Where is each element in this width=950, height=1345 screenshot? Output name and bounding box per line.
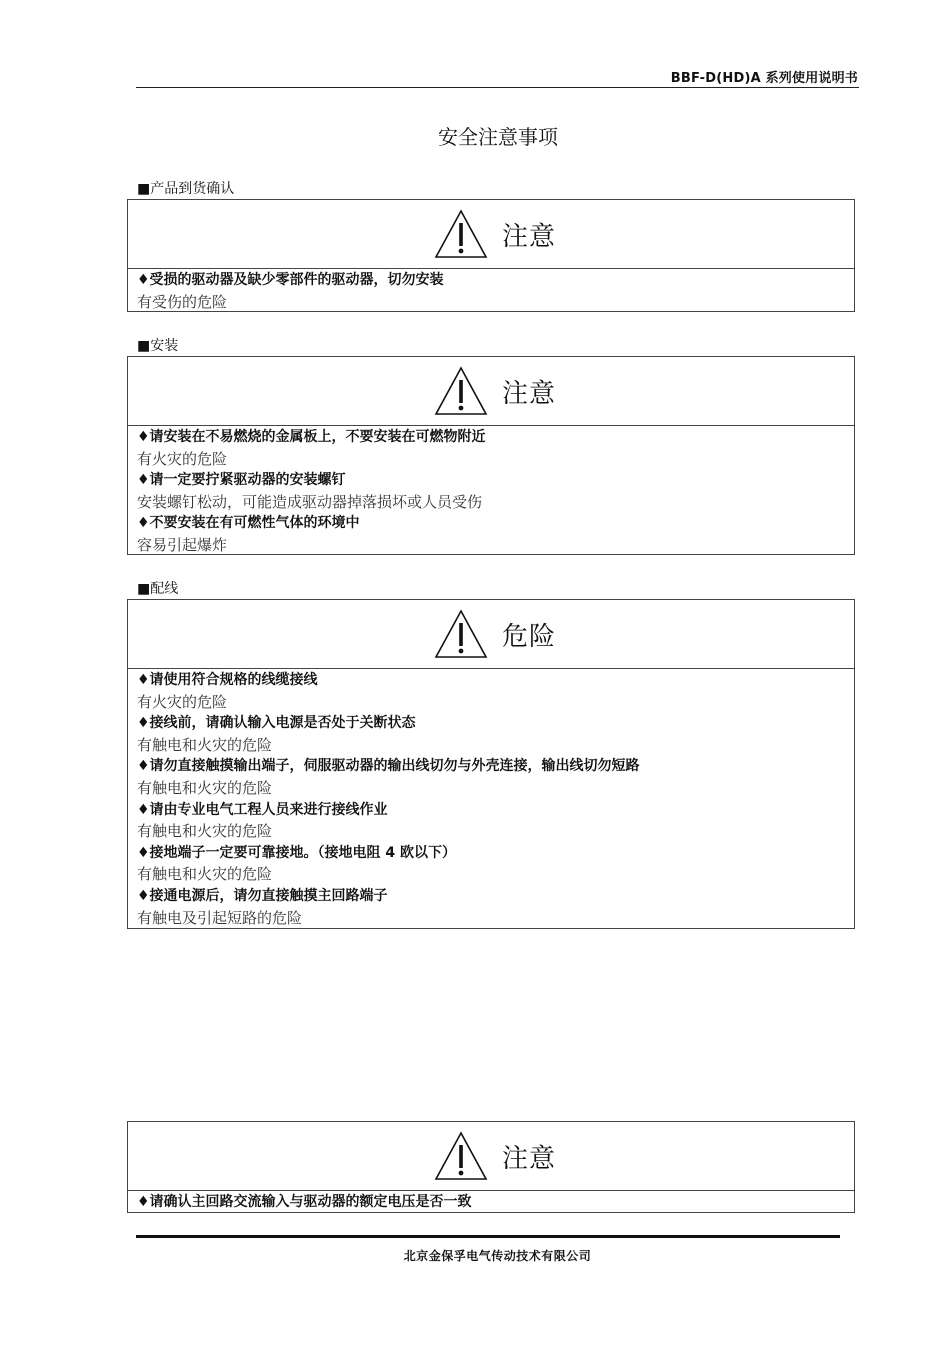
danger-box-body [128, 669, 854, 931]
caution-item-desc: 有受伤的危险 [137, 292, 228, 311]
danger-item-desc: 有触电和火灾的危险 [137, 822, 273, 841]
danger-item-title: ♦请由专业电气工程人员来进行接线作业 [137, 801, 388, 818]
danger-item-desc: 有触电和火灾的危险 [137, 735, 273, 754]
danger-box-header [128, 600, 854, 669]
caution-item-title: ♦请安装在不易燃烧的金属板上，不要安装在可燃物附近 [137, 429, 486, 445]
caution-level-label: 注意 [501, 1143, 556, 1174]
caution-box-arrival [127, 199, 855, 312]
danger-item-desc: 有火灾的危险 [137, 692, 228, 711]
caution-box-header [128, 357, 854, 426]
caution-item-title: ♦不要安装在有可燃性气体的环境中 [137, 515, 360, 532]
warning-triangle-icon [434, 609, 488, 659]
danger-item-title: ♦接地端子一定要可靠接地。（接地电阻 4 欧以下） [137, 844, 457, 861]
caution-box-body [128, 269, 854, 315]
caution-box-voltage [127, 1121, 855, 1213]
caution-box-header [128, 1122, 854, 1191]
danger-item-desc: 有触电及引起短路的危险 [137, 908, 303, 927]
danger-level-label: 危险 [501, 621, 556, 652]
footer-divider [136, 1235, 840, 1238]
warning-triangle-icon [434, 1131, 488, 1181]
caution-level-label: 注意 [501, 378, 556, 409]
caution-item-desc: 安装螺钉松动，可能造成驱动器掉落损坏或人员受伤 [137, 492, 483, 511]
document-header: BBF-D(HD)A 系列使用说明书 [670, 71, 858, 86]
section-label-arrival: ■产品到货确认 [137, 181, 235, 197]
company-footer: 北京金保孚电气传动技术有限公司 [403, 1249, 592, 1263]
caution-item-desc: 有火灾的危险 [137, 449, 228, 468]
caution-level-label: 注意 [501, 221, 556, 252]
danger-item-title: ♦请勿直接触摸输出端子，伺服驱动器的输出线切勿与外壳连接，输出线切勿短路 [137, 758, 640, 775]
section-label-wiring: ■配线 [137, 581, 179, 597]
warning-triangle-icon [434, 209, 488, 259]
caution-item-desc: 容易引起爆炸 [137, 535, 228, 554]
caution-box-installation [127, 356, 855, 555]
danger-item-desc: 有触电和火灾的危险 [137, 778, 273, 797]
page-title: 安全注意事项 [438, 125, 558, 149]
caution-box-body [128, 426, 854, 559]
danger-item-title: ♦接通电源后，请勿直接触摸主回路端子 [137, 887, 388, 904]
danger-box-wiring [127, 599, 855, 929]
caution-item-title: ♦请确认主回路交流输入与驱动器的额定电压是否一致 [137, 1194, 472, 1210]
danger-item-title: ♦接线前，请确认输入电源是否处于关断状态 [137, 715, 416, 732]
caution-item-title: ♦受损的驱动器及缺少零部件的驱动器，切勿安装 [137, 272, 444, 288]
danger-item-desc: 有触电和火灾的危险 [137, 865, 273, 884]
danger-item-title: ♦请使用符合规格的线缆接线 [137, 672, 318, 688]
header-divider [136, 87, 859, 88]
caution-item-title: ♦请一定要拧紧驱动器的安装螺钉 [137, 472, 346, 489]
caution-box-header [128, 200, 854, 269]
caution-box-body [128, 1191, 854, 1216]
warning-triangle-icon [434, 366, 488, 416]
section-label-installation: ■安装 [137, 338, 179, 354]
